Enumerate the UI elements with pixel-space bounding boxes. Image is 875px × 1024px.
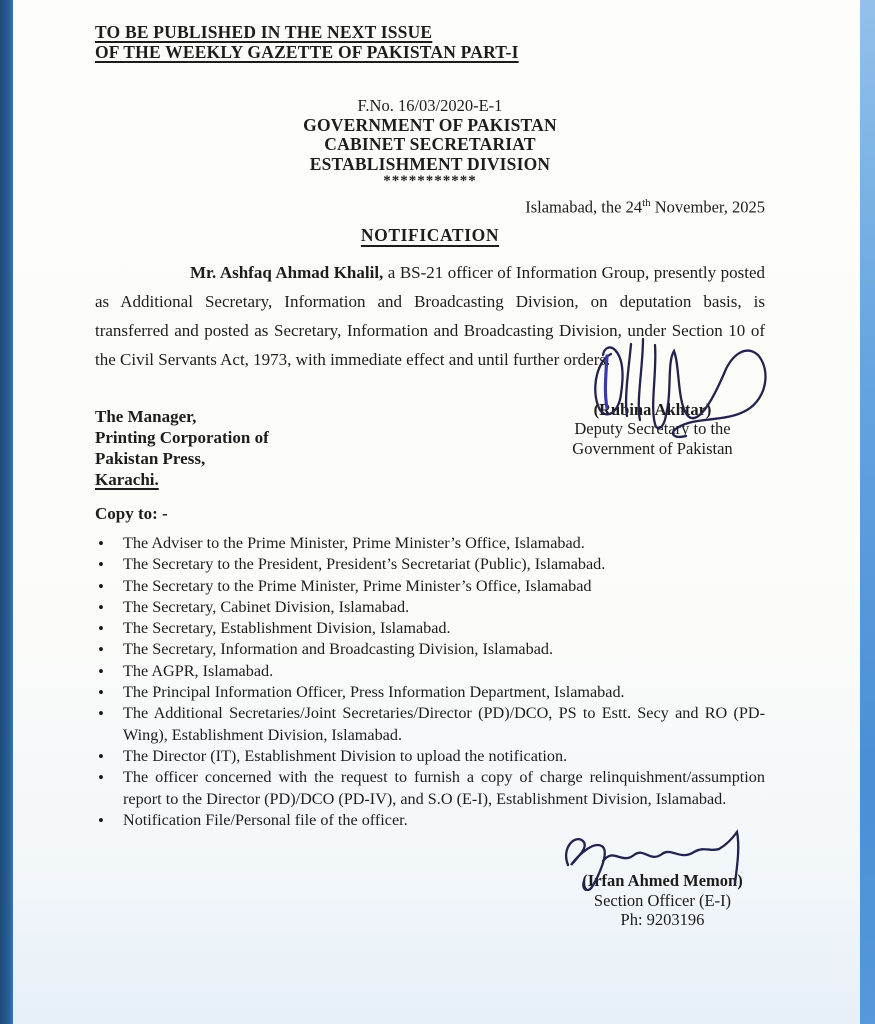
scan-edge-right (860, 0, 875, 1024)
org-government: GOVERNMENT OF PAKISTAN (303, 114, 557, 135)
gazette-header-line-1: TO BE PUBLISHED IN THE NEXT ISSUE (95, 22, 433, 42)
addressee-line-3: Pakistan Press, (95, 449, 206, 468)
copy-to-list (95, 533, 765, 831)
notification-body-text: a BS-21 officer of Information Group, presently posted as Additional Secretary, Information and Broadcasting Division, on deputation basis, is transferred and posted as Secretary, Information and Broadcasting Division, under Section 10 of the Civil Servants Act, 1973, with immediate effect and until further orders. (95, 262, 765, 369)
signatory2-title: Section Officer (E-I) (593, 890, 732, 910)
copy-to-list-item: • The Additional Secretaries/Joint Secretaries/Director (PD)/DCO, PS to Estt. Secy and RO (PD-Wing), Establishment Division, Islamabad. (95, 703, 765, 746)
copy-to-list-item: • The Secretary to the President, President’s Secretariat (Public), Islamabad. (95, 554, 765, 575)
copy-to-list-item: • The Secretary, Cabinet Division, Islamabad. (95, 597, 765, 618)
copy-to-list-item: • The Adviser to the Prime Minister, Prime Minister’s Office, Islamabad. (95, 533, 765, 554)
page-content (95, 22, 765, 930)
copy-to-list-item: • The officer concerned with the request to furnish a copy of charge relinquishment/assumption report to the Director (PD)/DCO (PD-IV), and S.O (E-I), Establishment Division, Islamabad. (95, 767, 765, 810)
dateline-prefix: Islamabad, the 24 (525, 197, 643, 217)
letterhead (95, 96, 765, 188)
dateline-ordinal: th (642, 197, 651, 209)
addressee-line-1: The Manager, (95, 407, 197, 426)
notification-title: NOTIFICATION (360, 224, 500, 245)
signatory1-title-line-1: Deputy Secretary to the (574, 419, 731, 438)
signatory2-phone: Ph: 9203196 (620, 910, 705, 930)
copy-to-list-item: • The Principal Information Officer, Press Information Department, Islamabad. (95, 682, 765, 703)
signatory2-name: (Irfan Ahmed Memon) (582, 871, 743, 891)
copy-to-label: Copy to: - (95, 504, 168, 523)
signatory-block-deputy-secretary (525, 400, 780, 459)
copy-to-list-item: • The AGPR, Islamabad. (95, 661, 765, 682)
file-number: F.No. 16/03/2020-E-1 (357, 96, 503, 115)
gazette-header (95, 22, 765, 62)
officer-name-lead: Mr. Ashfaq Ahmad Khalil, (190, 262, 384, 282)
copy-to-list-item: • The Secretary, Establishment Division, Islamabad. (95, 618, 765, 639)
addressee-line-2: Printing Corporation of (95, 428, 269, 447)
copy-to-list-item: • The Secretary to the Prime Minister, Prime Minister’s Office, Islamabad (95, 576, 765, 597)
org-establishment-division: ESTABLISHMENT DIVISION (309, 153, 551, 174)
title-row (95, 225, 765, 246)
dateline (95, 197, 765, 218)
signatory1-name: (Rubina Akhtar) (593, 399, 712, 419)
addressee-block (95, 406, 395, 490)
notification-body (95, 258, 765, 374)
copy-to-list-item: • Notification File/Personal file of the officer. (95, 810, 765, 831)
copy-to-list-item: • The Secretary, Information and Broadcasting Division, Islamabad. (95, 639, 765, 660)
gazette-header-line-2: OF THE WEEKLY GAZETTE OF PAKISTAN PART-I (95, 42, 519, 62)
signatory1-title-line-2: Government of Pakistan (572, 438, 733, 458)
dateline-suffix: November, 2025 (650, 197, 765, 217)
scan-edge-left (0, 0, 13, 1024)
addressee-city: Karachi. (95, 470, 159, 489)
org-cabinet-secretariat: CABINET SECRETARIAT (324, 134, 536, 154)
copy-to-list-item: • The Director (IT), Establishment Division to upload the notification. (95, 746, 765, 767)
signatory-block-section-officer (540, 871, 785, 930)
stars-divider: *********** (383, 173, 477, 189)
